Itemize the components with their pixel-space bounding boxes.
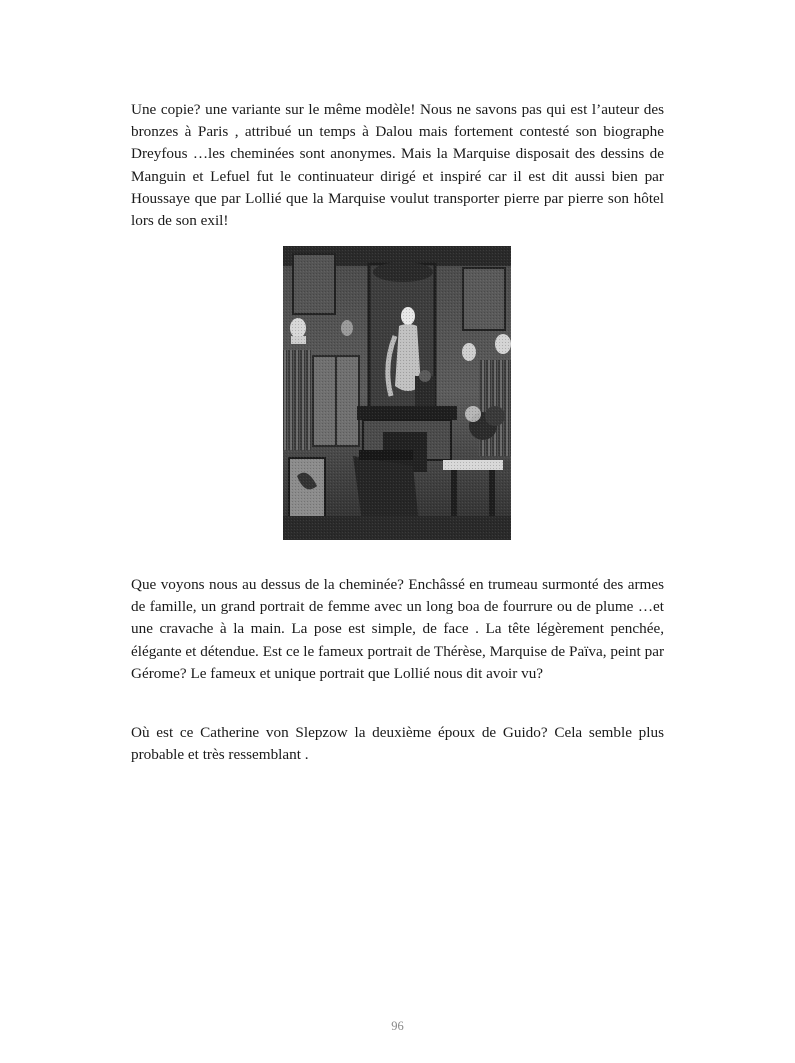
paragraph-intro: Une copie? une variante sur le même modèle! Nous ne savons pas qui est l’auteur des bronzes à Paris , attribué un temps à Dalou mais fortement contesté son biographe Dreyfous …les cheminées sont anonymes. Mais la Marquise disposait des dessins de Manguin et Lefuel fut le continuateur dirigé et inspiré car il est dit aussi bien par Houssaye que par Lollié que la Marquise voulut transporter pierre par pierre son hôtel lors de son exil!: [131, 101, 664, 230]
paragraph-catherine: Où est ce Catherine von Slepzow la deuxième époux de Guido? Cela semble plus probable et très ressemblant .: [131, 724, 664, 764]
page-number: 96: [391, 1019, 404, 1033]
interior-photograph: [283, 246, 511, 540]
paragraph-portrait-question: Que voyons nous au dessus de la cheminée? Enchâssé en trumeau surmonté des armes de famille, un grand portrait de femme avec un long boa de fourrure ou de plume …et une cravache à la main. La pose est simple, de face . La tête légèrement penchée, élégante et détendue. Est ce le fameux portrait de Thérèse, Marquise de Païva, peint par Gérome? Le fameux et unique portrait que Lollié nous dit avoir vu?: [131, 576, 664, 682]
